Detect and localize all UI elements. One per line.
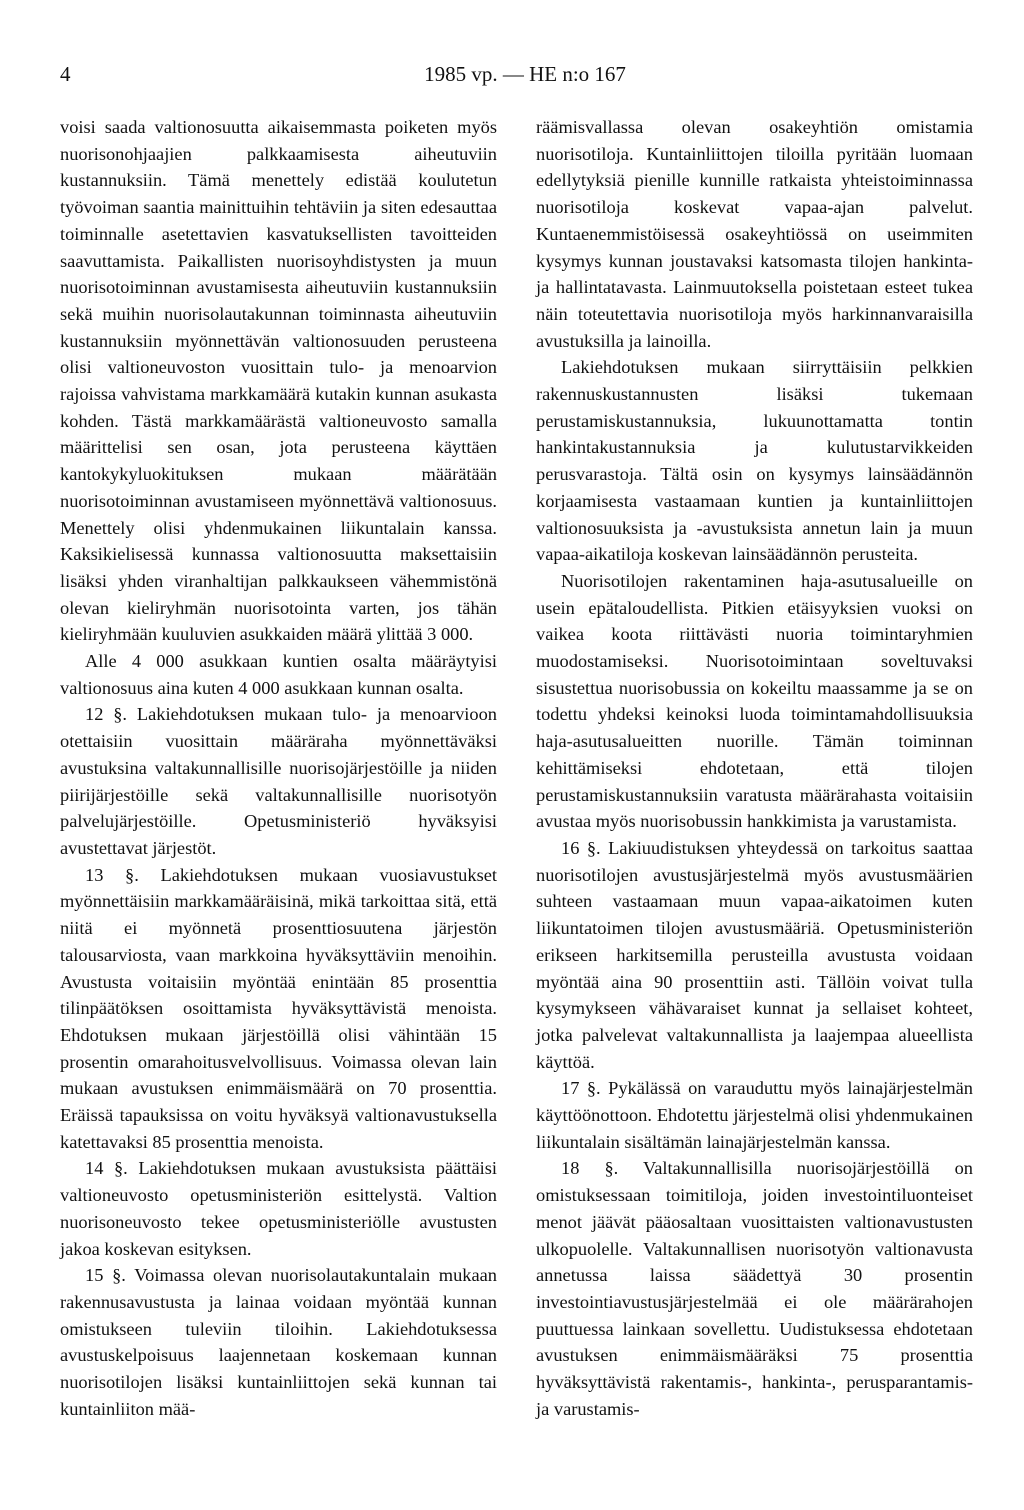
section-14-paragraph: 14 §. Lakiehdotuksen mukaan avustuksista päättäisi valtioneuvosto opetusministeriön esittelystä. Valtion nuorisoneuvosto tekee opetusministeriölle avustusten jakoa koskevan esityksen. — [60, 1158, 497, 1259]
section-15-paragraph: 15 §. Voimassa olevan nuorisolautakuntalain mukaan rakennusavustusta ja lainaa voidaan myöntää kunnan omistukseen tuleviin tiloihin. Lakiehdotuksessa avustuskelpoisuus laajennetaan koskemaan kunnan nuorisotilojen lisäksi kuntainliittojen sekä kunnan tai kuntainliiton mää- — [60, 1265, 497, 1419]
section-13-paragraph: 13 §. Lakiehdotuksen mukaan vuosiavustukset myönnettäisiin markkamääräisinä, mikä tarkoittaa sitä, että niitä ei myönnetä prosenttiosuutena järjestön talousarviosta, vaan markkoina hyväksyttäviin menoihin. Avustusta voitaisiin myöntää enintään 85 prosenttia tilinpäätöksen osoittamista hyväksyttävistä menoista. Ehdotuksen mukaan järjestöillä olisi vähintään 15 prosentin omarahoitusvelvollisuus. Voimassa olevan lain mukaan avustuksen enimmäismäärä on 70 prosenttia. Eräissä tapauksissa on voitu hyväksyä valtionavustuksella katettavaksi 85 prosenttia menoista. — [60, 864, 497, 1152]
paragraph: Lakiehdotuksen mukaan siirryttäisiin pelkkien rakennuskustannusten lisäksi tukemaan perustamiskustannuksia, lukuunottamatta tontin hankintakustannuksia ja kulutustarvikkeiden perusvarastoja. Tältä osin on kysymys lainsäädännön korjaamisesta vastaamaan kuntien ja kuntainliittojen valtionosuuksista ja -avustuksista annetun lain ja muun vapaa-aikatiloja koskevan lainsäädännön perusteita. — [536, 357, 973, 565]
page-header — [60, 62, 990, 90]
section-16-paragraph: 16 §. Lakiuudistuksen yhteydessä on tarkoitus saattaa nuorisotilojen avustusjärjestelmä myös avustusmäärien suhteen vastaamaan muun vapaa-aikatoimen kuten liikuntatoimen tilojen avustusmääriä. Opetusministeriön erikseen harkitsemilla perusteilla avustusta voidaan myöntää aina 90 prosenttiin asti. Tällöin voivat tulla kysymykseen vähävaraiset kunnat ja sellaiset kohteet, jotka palvelevat valtakunnallista ja laajempaa alueellista käyttöä. — [536, 837, 973, 1072]
running-head: 1985 vp. — HE n:o 167 — [424, 62, 626, 86]
paragraph-continued: räämisvallassa olevan osakeyhtiön omistamia nuorisotiloja. Kuntainliittojen tiloilla pyritään luomaan edellytyksiä pienille kunnille ratkaista yhteistoiminnassa nuorisotiloja koskevat vapaa-ajan palvelut. Kuntaenemmistöisessä osakeyhtiössä on useimmiten kysymys kunnan joustavaksi katsomasta tilojen hankinta- ja hallintatavasta. Lainmuutoksella poistetaan esteet tukea näin toteutettavia nuorisotiloja myös harkinnanvaraisilla avustuksilla ja lainoilla. — [536, 117, 973, 351]
section-12-paragraph: 12 §. Lakiehdotuksen mukaan tulo- ja menoarvioon otettaisiin vuosittain määräraha myönnettäväksi avustuksina valtakunnallisille nuorisojärjestöille ja niiden piirijärjestöille sekä valtakunnallisille nuorisotyön palvelujärjestöille. Opetusministeriö hyväksyisi avustettavat järjestöt. — [60, 704, 497, 858]
page-number: 4 — [60, 62, 71, 86]
paragraph: Nuorisotilojen rakentaminen haja-asutusalueille on usein epätaloudellista. Pitkien etäisyyksien vuoksi on vaikea koota riittävästi nuoria toimintaryhmien muodostamiseksi. Nuorisotoimintaan soveltuvaksi sisustettua nuorisobussia on kokeiltu maassamme ja se on todettu yhdeksi keinoksi luoda toimintamahdollisuuksia haja-asutusalueitten nuorille. Tämän toiminnan kehittämiseksi ehdotetaan, että tilojen perustamiskustannuksiin varatusta määrärahasta voitaisiin avustaa myös nuorisobussin hankkimista ja varustamista. — [536, 570, 973, 832]
section-17-paragraph: 17 §. Pykälässä on varauduttu myös lainajärjestelmän käyttöönottoon. Ehdotettu järjestelmä olisi yhdenmukainen liikuntalain sisältämän lainajärjestelmän kanssa. — [536, 1078, 973, 1152]
section-18-paragraph: 18 §. Valtakunnallisilla nuorisojärjestöillä on omistuksessaan toimitiloja, joiden investointiluonteiset menot jäävät pääosaltaan vuosittaisten valtionavustusten ulkopuolelle. Valtakunnallisen nuorisotyön valtionavusta annetussa laissa säädettyä 30 prosentin investointiavustusjärjestelmää ei ole määrärahojen puuttuessa lainkaan sovellettu. Uudistuksessa ehdotetaan avustuksen enimmäismääräksi 75 prosenttia hyväksyttävistä rakentamis-, hankinta-, perusparantamis- ja varustamis- — [536, 1158, 973, 1419]
paragraph: Alle 4 000 asukkaan kuntien osalta määräytyisi valtionosuus aina kuten 4 000 asukkaan kunnan osalta. — [60, 651, 497, 698]
paragraph-continued: voisi saada valtionosuutta aikaisemmasta poiketen myös nuorisonohjaajien palkkaamisesta aiheutuviin kustannuksiin. Tämä menettely edistää koulutetun työvoiman saantia mainittuihin tehtäviin ja siten edesauttaa toiminnalle asetettavien kasvatuksellisten tavoitteiden saavuttamista. Paikallisten nuorisoyhdistysten ja muun nuorisotoiminnan avustamisesta aiheutuviin kustannuksiin sekä muihin nuorisolautakunnan toiminnasta aiheutuviin kustannuksiin myönnettävän valtionosuuden perusteena olisi valtioneuvoston vuosittain tulo- ja menoarvion rajoissa vahvistama markkamäärä kutakin kunnan asukasta kohden. Tästä markkamäärästä valtioneuvosto samalla määrittelisi sen osan, jota perusteena käyttäen kantokykyluokituksen mukaan määrätään nuorisotoiminnan avustamiseen myönnettävä valtionosuus. Menettely olisi yhdenmukainen liikuntalain kanssa. Kaksikielisessä kunnassa valtionosuutta maksettaisiin lisäksi yhden viranhaltijan palkkaukseen vähemmistönä olevan kieliryhmän nuorisotointa varten, jos tähän kieliryhmään kuuluvien asukkaiden määrä ylittää 3 000. — [60, 117, 497, 645]
right-column — [536, 114, 973, 1422]
left-column — [60, 114, 497, 1422]
